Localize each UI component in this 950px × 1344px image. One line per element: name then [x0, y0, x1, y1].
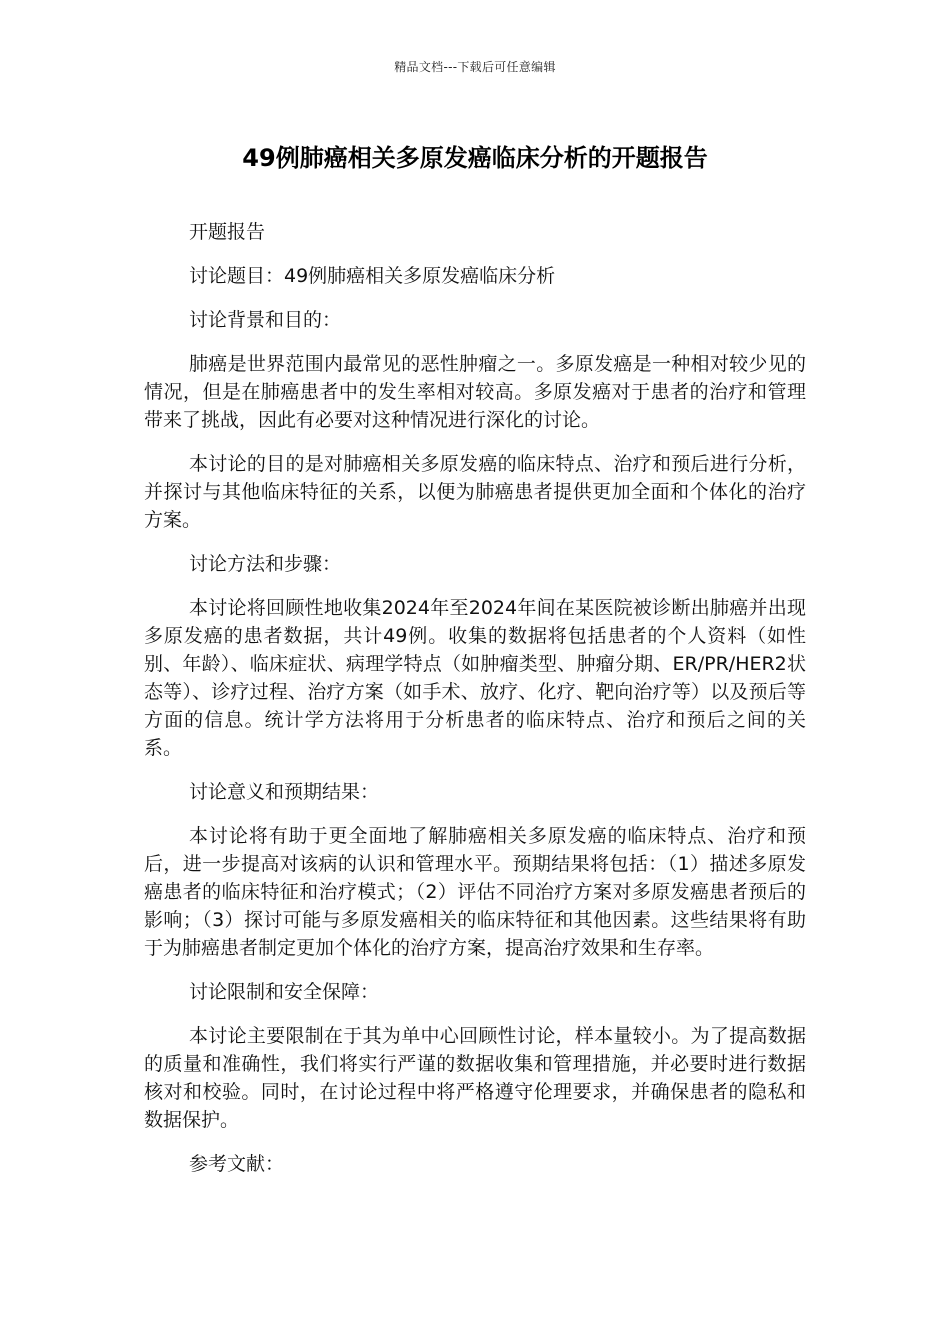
heading-methods: 讨论方法和步骤： [189, 553, 342, 575]
heading-references: 参考文献： [189, 1153, 285, 1175]
header-note: 精品文档---下载后可任意编辑 [394, 60, 556, 74]
heading-limitations: 讨论限制和安全保障： [189, 981, 380, 1003]
document-body [144, 218, 806, 1194]
discussion-topic: 讨论题目：49例肺癌相关多原发癌临床分析 [189, 265, 556, 287]
heading-significance: 讨论意义和预期结果： [189, 781, 380, 803]
heading-background: 讨论背景和目的： [189, 309, 342, 331]
paragraph-limitations: 本讨论主要限制在于其为单中心回顾性讨论，样本量较小。为了提高数据的质量和准确性，我们将实行严谨的数据收集和管理措施，并必要时进行数据核对和校验。同时，在讨论过程中将严格遵守伦理要求，并确保患者的隐私和数据保护。 [144, 1025, 806, 1131]
section-label-report: 开题报告 [189, 221, 266, 243]
paragraph-background: 肺癌是世界范围内最常见的恶性肿瘤之一。多原发癌是一种相对较少见的情况，但是在肺癌患者中的发生率相对较高。多原发癌对于患者的治疗和管理带来了挑战，因此有必要对这种情况进行深化的讨论。 [144, 353, 806, 431]
paragraph-purpose: 本讨论的目的是对肺癌相关多原发癌的临床特点、治疗和预后进行分析，并探讨与其他临床特征的关系，以便为肺癌患者提供更加全面和个体化的治疗方案。 [144, 453, 806, 531]
paragraph-methods: 本讨论将回顾性地收集2024年至2024年间在某医院被诊断出肺癌并出现多原发癌的患者数据，共计49例。收集的数据将包括患者的个人资料（如性别、年龄）、临床症状、病理学特点（如肿瘤类型、肿瘤分期、ER/PR/HER2状态等）、诊疗过程、治疗方案（如手术、放疗、化疗、靶向治疗等）以及预后等方面的信息。统计学方法将用于分析患者的临床特点、治疗和预后之间的关系。 [144, 597, 806, 759]
document-title: 49例肺癌相关多原发癌临床分析的开题报告 [242, 144, 708, 172]
paragraph-significance: 本讨论将有助于更全面地了解肺癌相关多原发癌的临床特点、治疗和预后，进一步提高对该病的认识和管理水平。预期结果将包括：（1）描述多原发癌患者的临床特征和治疗模式；（2）评估不同治疗方案对多原发癌患者预后的影响；（3）探讨可能与多原发癌相关的临床特征和其他因素。这些结果将有助于为肺癌患者制定更加个体化的治疗方案，提高治疗效果和生存率。 [144, 825, 806, 959]
